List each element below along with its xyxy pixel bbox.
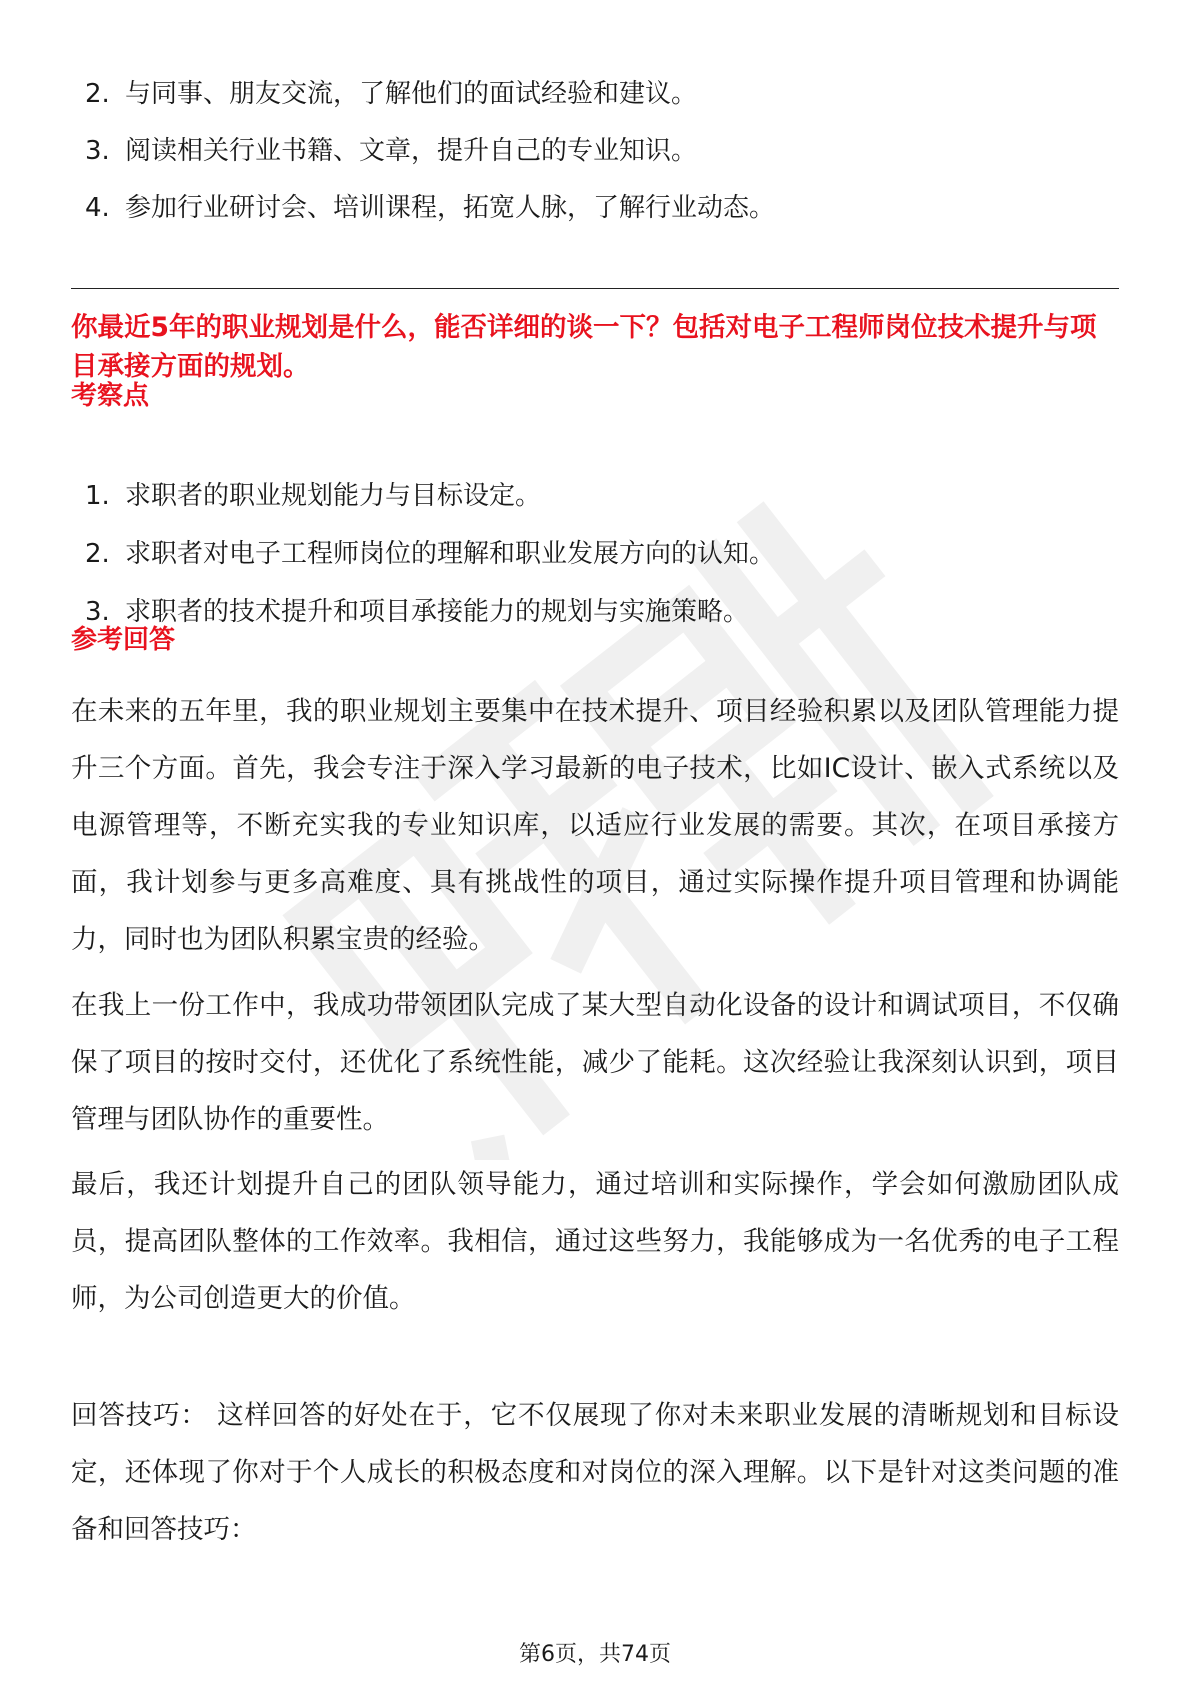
list-item: [71, 594, 775, 630]
answer-paragraph: 在我上一份工作中，我成功带领团队完成了某大型自动化设备的设计和调试项目，不仅确保了项目的按时交付，还优化了系统性能，减少了能耗。这次经验让我深刻认识到，项目管理与团队协作的重要性。: [71, 990, 1119, 1135]
section-divider: [71, 288, 1119, 289]
list-item-text: 求职者的技术提升和项目承接能力的规划与实施策略。: [125, 597, 750, 627]
list-item-text: 阅读相关行业书籍、文章，提升自己的专业知识。: [125, 136, 698, 166]
list-item-text: 求职者的职业规划能力与目标设定。: [125, 481, 542, 511]
focus-heading: 考察点: [71, 381, 150, 411]
list-item: [71, 133, 775, 169]
page-number: 第6页，共74页: [519, 1642, 671, 1667]
document-page: [71, 0, 1119, 1684]
list-item-text: 与同事、朋友交流，了解他们的面试经验和建议。: [125, 79, 698, 109]
list-item-text: 参加行业研讨会、培训课程，拓宽人脉，了解行业动态。: [125, 193, 776, 223]
list-item-text: 求职者对电子工程师岗位的理解和职业发展方向的认知。: [125, 539, 776, 569]
list-item-number: 4.: [85, 193, 110, 223]
list-item-number: 2.: [85, 539, 110, 569]
interview-question: 你最近5年的职业规划是什么，能否详细的谈一下？包括对电子工程师岗位技术提升与项目承接方面的规划。: [71, 312, 1097, 382]
list-item: [71, 76, 775, 112]
tips-paragraph: 回答技巧： 这样回答的好处在于，它不仅展现了你对未来职业发展的清晰规划和目标设定，还体现了你对于个人成长的积极态度和对岗位的深入理解。以下是针对这类问题的准备和回答技巧：: [71, 1400, 1119, 1545]
list-item: [71, 536, 775, 572]
focus-points-list: [71, 478, 775, 652]
list-item: [71, 478, 775, 514]
list-item-number: 2.: [85, 79, 110, 109]
tips-list: [71, 76, 775, 247]
list-item-number: 3.: [85, 597, 110, 627]
answer-paragraph: 最后，我还计划提升自己的团队领导能力，通过培训和实际操作，学会如何激励团队成员，提高团队整体的工作效率。我相信，通过这些努力，我能够成为一名优秀的电子工程师，为公司创造更大的价值。: [71, 1169, 1119, 1314]
list-item-number: 3.: [85, 136, 110, 166]
answer-heading: 参考回答: [71, 625, 176, 655]
list-item: [71, 190, 775, 226]
answer-paragraph: 在未来的五年里，我的职业规划主要集中在技术提升、项目经验积累以及团队管理能力提升三个方面。首先，我会专注于深入学习最新的电子技术，比如IC设计、嵌入式系统以及电源管理等，不断充实我的专业知识库，以适应行业发展的需要。其次，在项目承接方面，我计划参与更多高难度、具有挑战性的项目，通过实际操作提升项目管理和协调能力，同时也为团队积累宝贵的经验。: [71, 696, 1119, 955]
list-item-number: 1.: [85, 481, 110, 511]
